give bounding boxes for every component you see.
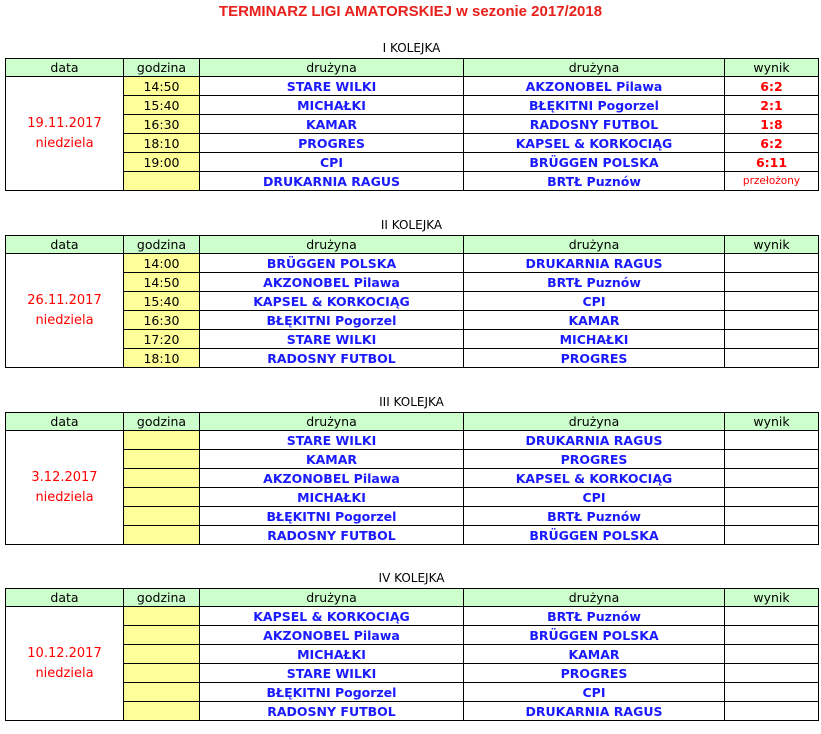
match-result <box>725 626 819 645</box>
away-team: RADOSNY FUTBOL <box>464 115 725 134</box>
match-result <box>725 431 819 450</box>
away-team: BRTŁ Puznów <box>464 172 725 191</box>
round-title: III KOLEJKA <box>379 395 444 409</box>
match-time <box>124 626 200 645</box>
match-time <box>124 172 200 191</box>
header-time: godzina <box>124 413 200 431</box>
away-team: BŁĘKITNI Pogorzel <box>464 96 725 115</box>
match-result: 6:2 <box>725 77 819 96</box>
match-result <box>725 450 819 469</box>
away-team: AKZONOBEL Pilawa <box>464 77 725 96</box>
away-team: PROGRES <box>464 349 725 368</box>
away-team: BRTŁ Puznów <box>464 273 725 292</box>
round-title: IV KOLEJKA <box>378 571 445 585</box>
match-result: 6:11 <box>725 153 819 172</box>
match-result <box>725 526 819 545</box>
home-team: BŁĘKITNI Pogorzel <box>200 311 464 330</box>
table-header-row <box>6 589 819 607</box>
home-team: KAPSEL & KORKOCIĄG <box>200 607 464 626</box>
match-time: 18:10 <box>124 134 200 153</box>
table-row <box>6 115 819 134</box>
home-team: BRÜGGEN POLSKA <box>200 254 464 273</box>
table-row <box>6 134 819 153</box>
table-row <box>6 431 819 450</box>
match-date: 10.12.2017 <box>27 645 102 661</box>
match-date: 26.11.2017 <box>27 292 102 308</box>
match-date: 3.12.2017 <box>31 469 98 485</box>
header-result: wynik <box>725 236 819 254</box>
header-team2: drużyna <box>464 413 725 431</box>
match-time <box>124 450 200 469</box>
table-row <box>6 273 819 292</box>
match-date-cell <box>6 607 124 721</box>
header-time: godzina <box>124 236 200 254</box>
header-team2: drużyna <box>464 236 725 254</box>
table-header-row <box>6 236 819 254</box>
match-time: 19:00 <box>124 153 200 172</box>
match-result <box>725 664 819 683</box>
away-team: KAMAR <box>464 311 725 330</box>
home-team: RADOSNY FUTBOL <box>200 702 464 721</box>
schedule-table <box>5 235 819 368</box>
match-result <box>725 330 819 349</box>
away-team: KAMAR <box>464 645 725 664</box>
header-team1: drużyna <box>200 236 464 254</box>
home-team: RADOSNY FUTBOL <box>200 526 464 545</box>
match-result <box>725 254 819 273</box>
header-date: data <box>6 59 124 77</box>
home-team: KAMAR <box>200 115 464 134</box>
match-time <box>124 526 200 545</box>
table-row <box>6 626 819 645</box>
home-team: MICHAŁKI <box>200 645 464 664</box>
away-team: CPI <box>464 488 725 507</box>
table-header-row <box>6 413 819 431</box>
table-row <box>6 254 819 273</box>
match-result <box>725 683 819 702</box>
home-team: BŁĘKITNI Pogorzel <box>200 683 464 702</box>
table-row <box>6 607 819 626</box>
match-time: 17:20 <box>124 330 200 349</box>
match-time <box>124 488 200 507</box>
match-date-cell <box>6 77 124 191</box>
header-team2: drużyna <box>464 589 725 607</box>
away-team: DRUKARNIA RAGUS <box>464 431 725 450</box>
match-date-cell <box>6 254 124 368</box>
match-result <box>725 507 819 526</box>
away-team: CPI <box>464 292 725 311</box>
home-team: BŁĘKITNI Pogorzel <box>200 507 464 526</box>
match-time: 14:50 <box>124 273 200 292</box>
table-row <box>6 311 819 330</box>
away-team: BRÜGGEN POLSKA <box>464 153 725 172</box>
away-team: BRÜGGEN POLSKA <box>464 626 725 645</box>
home-team: CPI <box>200 153 464 172</box>
match-result <box>725 702 819 721</box>
match-date-cell <box>6 431 124 545</box>
away-team: BRTŁ Puznów <box>464 607 725 626</box>
match-day: niedziela <box>35 135 94 151</box>
table-row <box>6 172 819 191</box>
header-result: wynik <box>725 589 819 607</box>
schedule-table <box>5 58 819 191</box>
match-time <box>124 507 200 526</box>
match-time: 18:10 <box>124 349 200 368</box>
match-time: 16:30 <box>124 115 200 134</box>
home-team: AKZONOBEL Pilawa <box>200 469 464 488</box>
match-day: niedziela <box>35 312 94 328</box>
match-result <box>725 607 819 626</box>
round-4-block <box>5 569 818 721</box>
table-row <box>6 702 819 721</box>
table-row <box>6 507 819 526</box>
away-team: DRUKARNIA RAGUS <box>464 254 725 273</box>
match-day: niedziela <box>35 489 94 505</box>
match-result <box>725 488 819 507</box>
match-time <box>124 431 200 450</box>
header-time: godzina <box>124 59 200 77</box>
match-result <box>725 311 819 330</box>
match-time <box>124 469 200 488</box>
match-time: 14:50 <box>124 77 200 96</box>
away-team: MICHAŁKI <box>464 330 725 349</box>
table-row <box>6 526 819 545</box>
away-team: CPI <box>464 683 725 702</box>
home-team: STARE WILKI <box>200 77 464 96</box>
match-result: przełożony <box>725 172 819 191</box>
header-team1: drużyna <box>200 589 464 607</box>
header-team1: drużyna <box>200 59 464 77</box>
table-row <box>6 349 819 368</box>
home-team: AKZONOBEL Pilawa <box>200 273 464 292</box>
round-title: I KOLEJKA <box>382 41 441 55</box>
away-team: PROGRES <box>464 664 725 683</box>
home-team: RADOSNY FUTBOL <box>200 349 464 368</box>
match-day: niedziela <box>35 665 94 681</box>
round-1-block <box>5 39 818 191</box>
away-team: BRÜGGEN POLSKA <box>464 526 725 545</box>
match-result <box>725 273 819 292</box>
table-row <box>6 488 819 507</box>
match-time: 15:40 <box>124 96 200 115</box>
away-team: BRTŁ Puznów <box>464 507 725 526</box>
match-result <box>725 645 819 664</box>
match-result <box>725 469 819 488</box>
home-team: KAMAR <box>200 450 464 469</box>
match-time <box>124 683 200 702</box>
match-result: 2:1 <box>725 96 819 115</box>
table-row <box>6 153 819 172</box>
home-team: PROGRES <box>200 134 464 153</box>
header-result: wynik <box>725 413 819 431</box>
home-team: DRUKARNIA RAGUS <box>200 172 464 191</box>
table-row <box>6 96 819 115</box>
round-3-block <box>5 393 818 545</box>
schedule-table <box>5 588 819 721</box>
round-title: II KOLEJKA <box>380 218 443 232</box>
home-team: STARE WILKI <box>200 330 464 349</box>
table-row <box>6 683 819 702</box>
match-time <box>124 607 200 626</box>
table-row <box>6 664 819 683</box>
home-team: MICHAŁKI <box>200 488 464 507</box>
header-result: wynik <box>725 59 819 77</box>
match-time: 14:00 <box>124 254 200 273</box>
header-time: godzina <box>124 589 200 607</box>
table-row <box>6 330 819 349</box>
round-2-block <box>5 216 818 368</box>
table-header-row <box>6 59 819 77</box>
match-result: 6:2 <box>725 134 819 153</box>
match-date: 19.11.2017 <box>27 115 102 131</box>
header-date: data <box>6 413 124 431</box>
home-team: KAPSEL & KORKOCIĄG <box>200 292 464 311</box>
match-result: 1:8 <box>725 115 819 134</box>
home-team: AKZONOBEL Pilawa <box>200 626 464 645</box>
table-row <box>6 292 819 311</box>
table-row <box>6 469 819 488</box>
match-time <box>124 702 200 721</box>
table-row <box>6 77 819 96</box>
header-team2: drużyna <box>464 59 725 77</box>
header-date: data <box>6 236 124 254</box>
away-team: PROGRES <box>464 450 725 469</box>
match-result <box>725 292 819 311</box>
away-team: KAPSEL & KORKOCIĄG <box>464 134 725 153</box>
schedule-table <box>5 412 819 545</box>
match-time <box>124 645 200 664</box>
home-team: STARE WILKI <box>200 664 464 683</box>
page-title: TERMINARZ LIGI AMATORSKIEJ w sezonie 2017/2018 <box>218 3 603 20</box>
match-time <box>124 664 200 683</box>
table-row <box>6 645 819 664</box>
header-date: data <box>6 589 124 607</box>
home-team: MICHAŁKI <box>200 96 464 115</box>
match-result <box>725 349 819 368</box>
table-row <box>6 450 819 469</box>
header-team1: drużyna <box>200 413 464 431</box>
away-team: KAPSEL & KORKOCIĄG <box>464 469 725 488</box>
home-team: STARE WILKI <box>200 431 464 450</box>
match-time: 16:30 <box>124 311 200 330</box>
away-team: DRUKARNIA RAGUS <box>464 702 725 721</box>
match-time: 15:40 <box>124 292 200 311</box>
